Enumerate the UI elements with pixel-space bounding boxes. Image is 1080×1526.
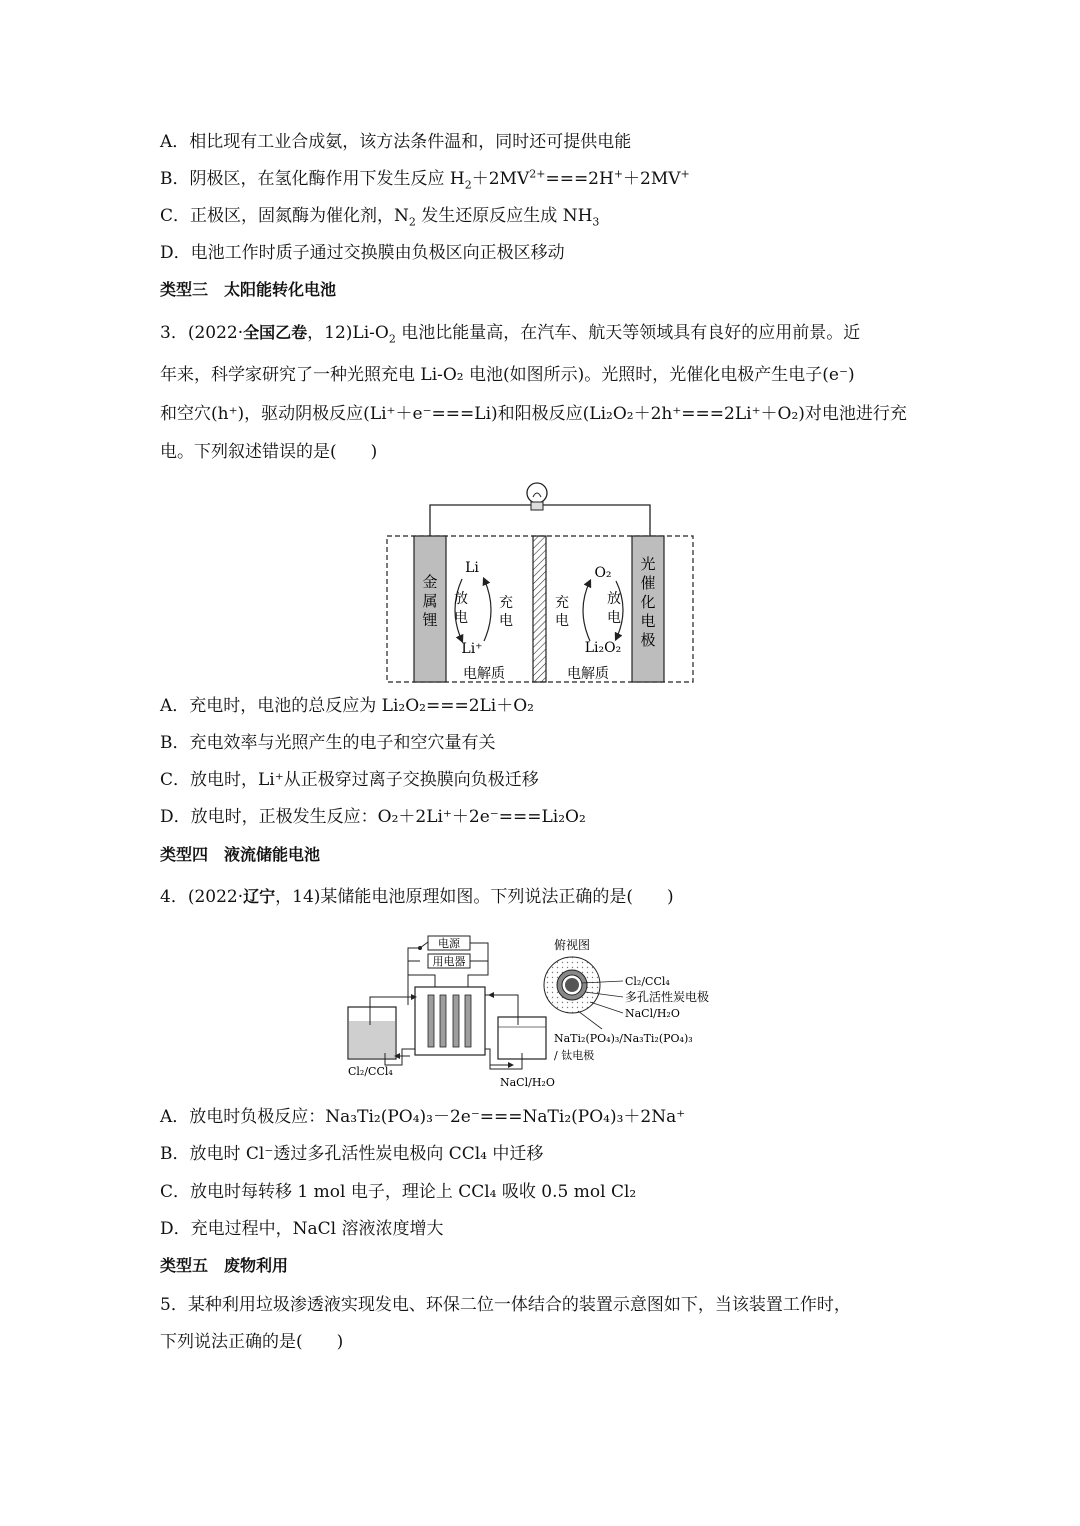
svg-text:/ 钛电极: / 钛电极 bbox=[554, 1049, 595, 1062]
svg-text:Li: Li bbox=[465, 560, 479, 576]
svg-text:NaCl/H₂O: NaCl/H₂O bbox=[500, 1076, 555, 1089]
q4-option-c: C．放电时每转移 1 mol 电子，理论上 CCl₄ 吸收 0.5 mol Cl₂ bbox=[160, 1182, 637, 1202]
q2-option-a: A．相比现有工业合成氨，该方法条件温和，同时还可提供电能 bbox=[160, 132, 632, 152]
svg-text:充: 充 bbox=[555, 595, 569, 611]
svg-text:金: 金 bbox=[422, 573, 438, 591]
right-tank bbox=[498, 1017, 546, 1059]
flow-battery-diagram bbox=[340, 925, 740, 1095]
svg-text:电: 电 bbox=[555, 613, 569, 629]
svg-text:O₂: O₂ bbox=[594, 565, 612, 581]
electrochemical-cell bbox=[415, 987, 485, 1055]
q5-stem-line1: 5．某种利用垃圾渗透液实现发电、环保二位一体结合的装置示意图如下，当该装置工作时， bbox=[160, 1295, 851, 1315]
svg-text:NaTi₂(PO₄)₃/Na₃Ti₂(PO₄)₃: NaTi₂(PO₄)₃/Na₃Ti₂(PO₄)₃ bbox=[554, 1032, 693, 1045]
svg-text:催: 催 bbox=[640, 574, 656, 592]
q3-option-a: A．充电时，电池的总反应为 Li₂O₂===2Li＋O₂ bbox=[160, 696, 534, 716]
svg-text:电: 电 bbox=[640, 612, 656, 630]
svg-text:Li₂O₂: Li₂O₂ bbox=[584, 640, 622, 656]
q3-option-b: B．充电效率与光照产生的电子和空穴量有关 bbox=[160, 733, 496, 753]
q5-stem-line2: 下列说法正确的是( ) bbox=[160, 1332, 344, 1352]
svg-text:电解质: 电解质 bbox=[567, 666, 609, 682]
svg-text:多孔活性炭电极: 多孔活性炭电极 bbox=[625, 990, 710, 1004]
li-o2-battery-diagram bbox=[380, 475, 700, 690]
svg-text:极: 极 bbox=[640, 631, 656, 649]
svg-text:化: 化 bbox=[640, 593, 656, 611]
ion-exchange-membrane bbox=[533, 536, 546, 682]
section-heading-type3: 类型三 太阳能转化电池 bbox=[160, 280, 337, 299]
svg-text:电: 电 bbox=[499, 613, 513, 629]
svg-text:锂: 锂 bbox=[422, 611, 438, 629]
svg-text:电解质: 电解质 bbox=[463, 666, 505, 682]
svg-text:电: 电 bbox=[454, 610, 468, 626]
q3-stem-line4: 电。下列叙述错误的是( ) bbox=[160, 442, 378, 462]
svg-text:充: 充 bbox=[499, 595, 513, 611]
svg-text:Li⁺: Li⁺ bbox=[461, 641, 483, 657]
svg-text:电: 电 bbox=[607, 610, 621, 626]
svg-text:放: 放 bbox=[454, 591, 468, 607]
svg-text:用电器: 用电器 bbox=[432, 955, 466, 968]
q3-stem-line3: 和空穴(h⁺)，驱动阴极反应(Li⁺＋e⁻===Li)和阳极反应(Li₂O₂＋2h⁺===2Li⁺＋O₂)对电池进行充 bbox=[160, 404, 907, 424]
light-bulb-icon bbox=[527, 483, 547, 510]
q2-option-b: B．阴极区，在氢化酶作用下发生反应 $H_2+2MV^{2+}===2H^++2MV^+$ bbox=[160, 167, 690, 192]
svg-text:放: 放 bbox=[607, 591, 621, 607]
svg-text:属: 属 bbox=[422, 592, 438, 610]
q4-option-a: A．放电时负极反应：Na₃Ti₂(PO₄)₃－2e⁻===NaTi₂(PO₄)₃＋2Na⁺ bbox=[160, 1107, 686, 1127]
svg-text:光: 光 bbox=[640, 555, 656, 573]
q3-stem-line2: 年来，科学家研究了一种光照充电 Li-O₂ 电池(如图所示)。光照时，光催化电极产生电子(e⁻) bbox=[160, 365, 855, 385]
q4-stem: 4．(2022·辽宁，14)某储能电池原理如图。下列说法正确的是( ) bbox=[160, 887, 674, 907]
q3-option-d: D．放电时，正极发生反应：O₂＋2Li⁺＋2e⁻===Li₂O₂ bbox=[160, 807, 586, 827]
q3-stem-line1: 3．(2022·全国乙卷，$12)Li-O_2$ 电池比能量高，在汽车、航天等领域具有良好的应用前景。近 bbox=[160, 323, 861, 346]
svg-text:Cl₂/CCl₄: Cl₂/CCl₄ bbox=[348, 1065, 393, 1078]
q2-option-c: C．正极区，固氮酶为催化剂，$N_2$ 发生还原反应生成 $NH_3$ bbox=[160, 206, 600, 229]
section-heading-type5: 类型五 废物利用 bbox=[160, 1256, 289, 1275]
svg-text:电源: 电源 bbox=[438, 937, 460, 950]
svg-text:NaCl/H₂O: NaCl/H₂O bbox=[625, 1007, 680, 1020]
q3-option-c: C．放电时，Li⁺从正极穿过离子交换膜向负极迁移 bbox=[160, 770, 539, 790]
section-heading-type4: 类型四 液流储能电池 bbox=[160, 845, 321, 864]
q4-option-d: D．充电过程中，NaCl 溶液浓度增大 bbox=[160, 1219, 444, 1239]
svg-text:Cl₂/CCl₄: Cl₂/CCl₄ bbox=[625, 975, 670, 988]
q4-option-b: B．放电时 Cl⁻透过多孔活性炭电极向 CCl₄ 中迁移 bbox=[160, 1144, 544, 1164]
q2-option-d: D．电池工作时质子通过交换膜由负极区向正极区移动 bbox=[160, 243, 565, 263]
svg-text:俯视图: 俯视图 bbox=[553, 938, 591, 952]
